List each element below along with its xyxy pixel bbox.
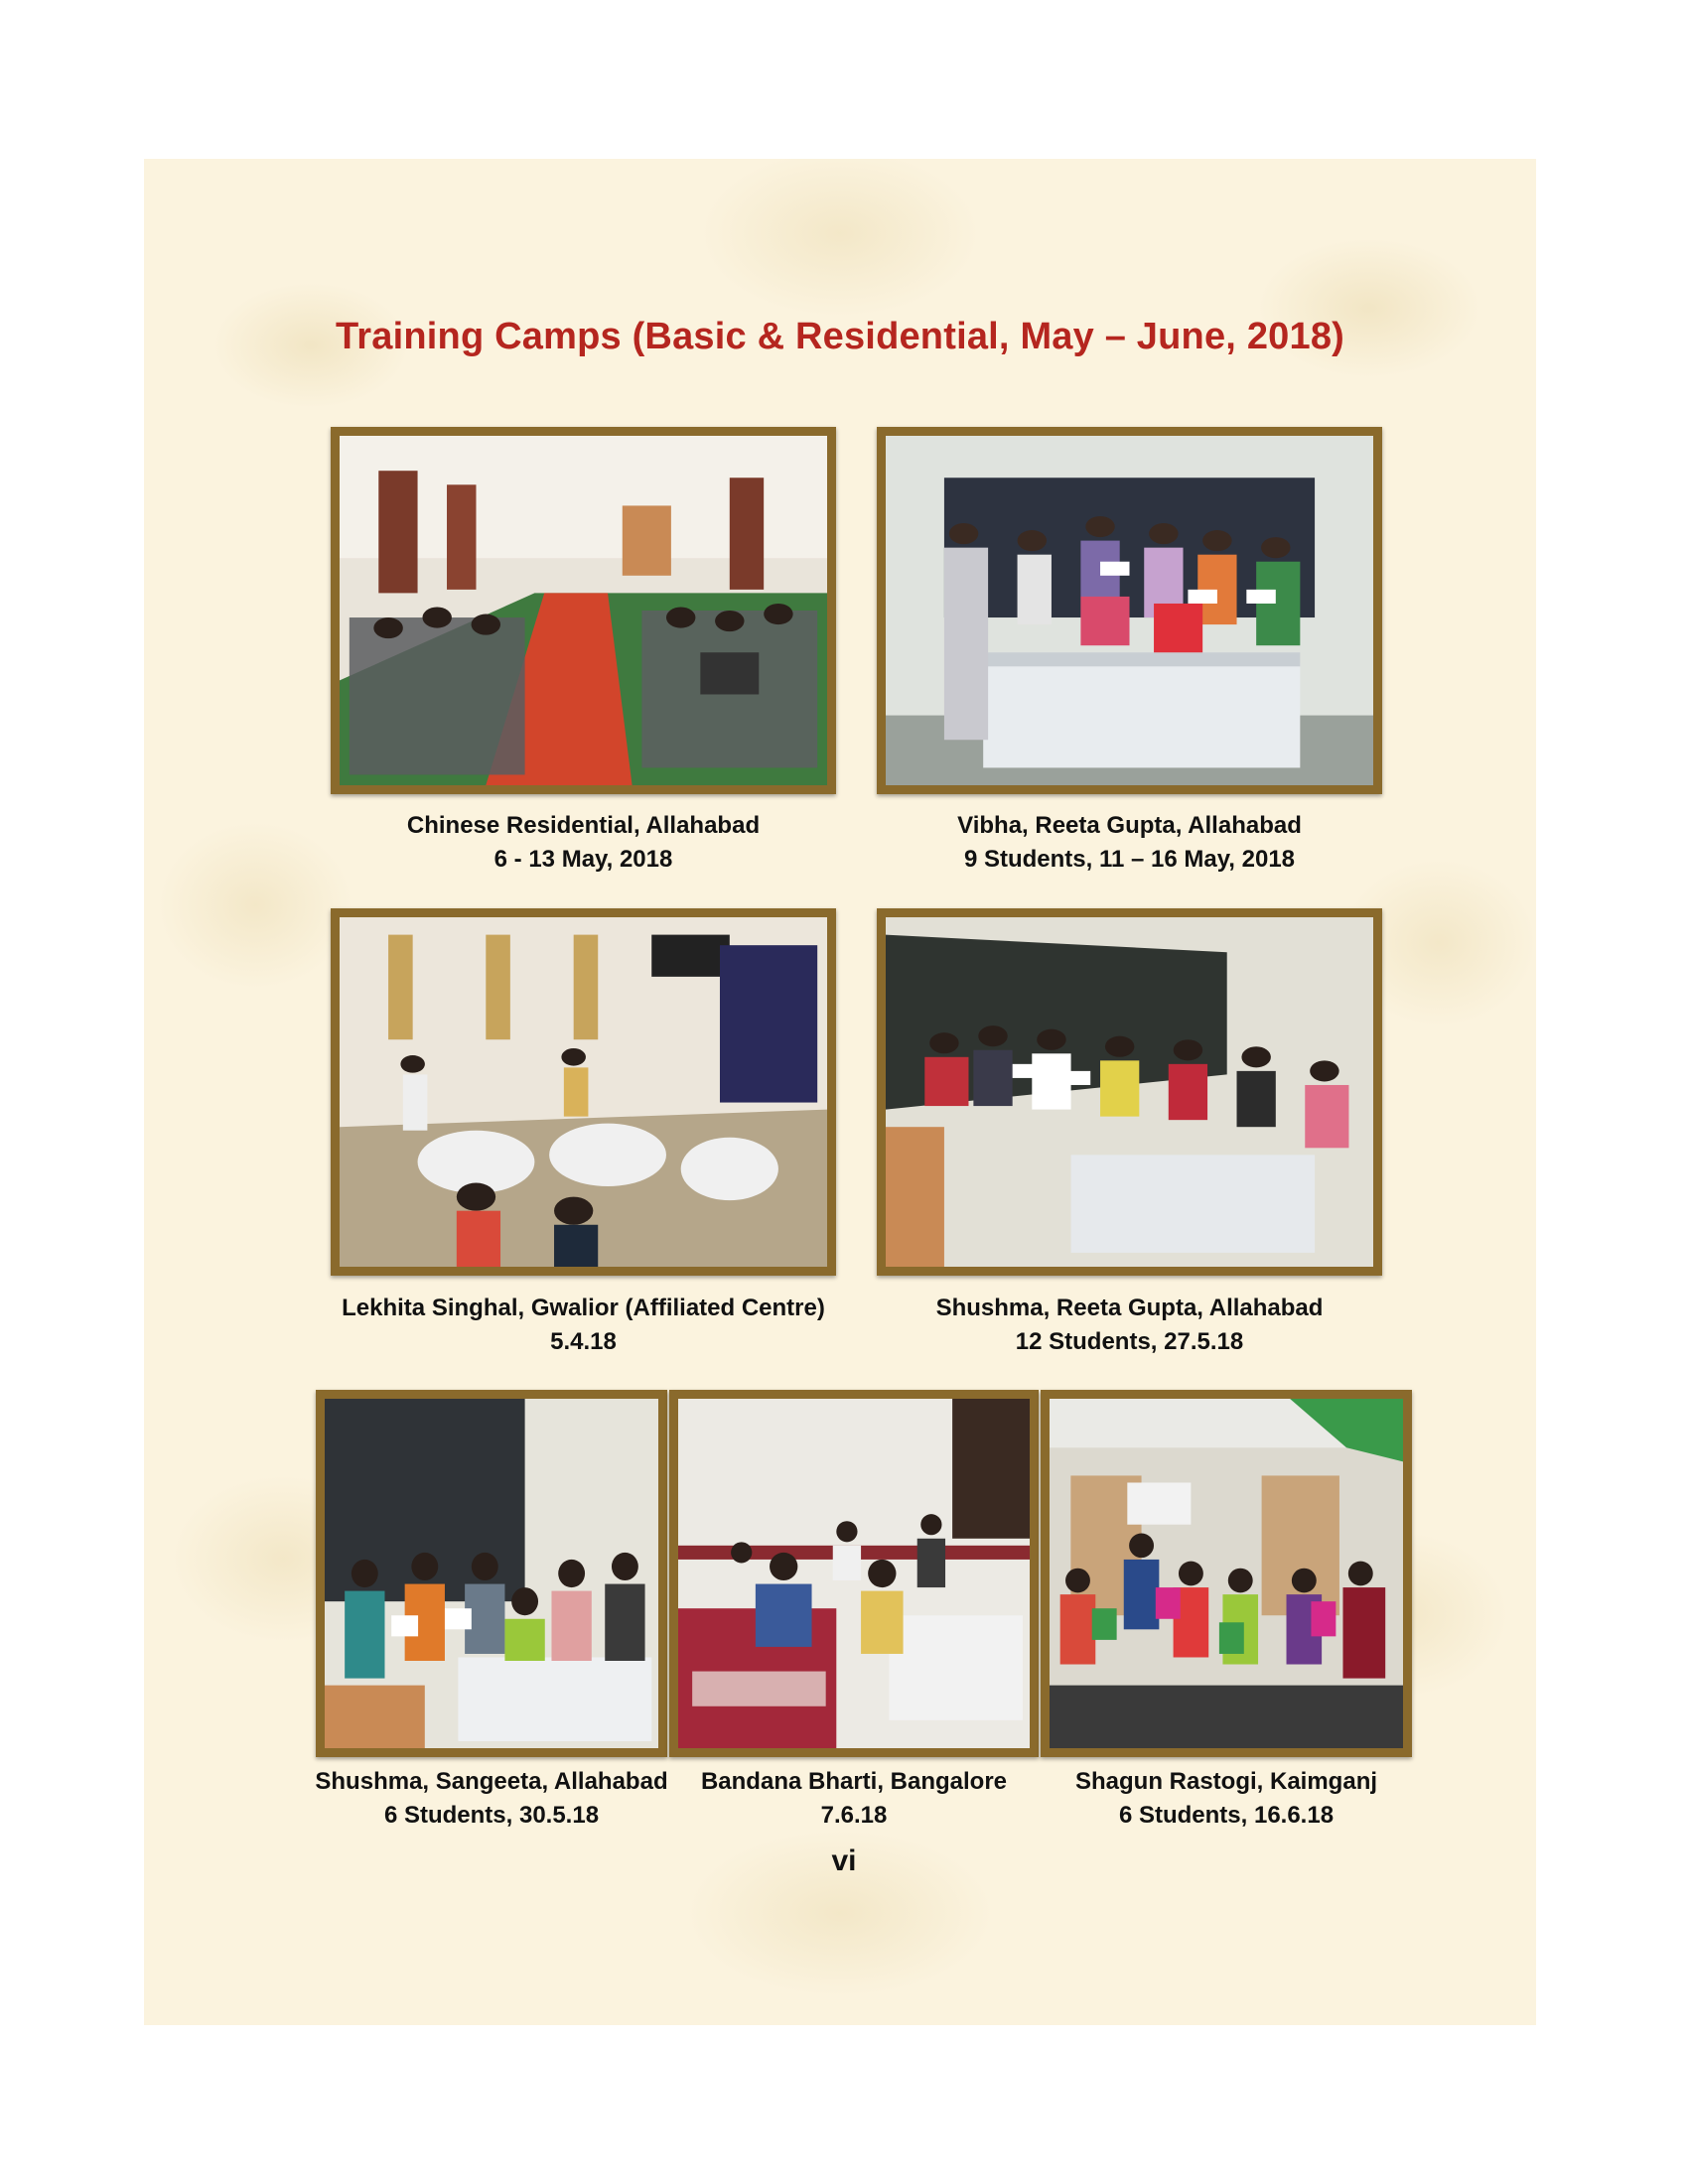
- caption-bandana-bangalore: [669, 1765, 1039, 1833]
- caption-shushma-reeta: [877, 1292, 1382, 1359]
- caption-vibha-reeta: [877, 809, 1382, 877]
- photo-shagun-kaimganj: [1041, 1390, 1412, 1757]
- photo-shushma-sangeeta: [316, 1390, 667, 1757]
- photo-vibha-reeta: [877, 427, 1382, 794]
- caption-line: Shushma, Reeta Gupta, Allahabad: [935, 1295, 1324, 1321]
- caption-line: Shagun Rastogi, Kaimganj: [1074, 1768, 1378, 1795]
- photo-group-books: [1050, 1399, 1403, 1748]
- caption-line: 9 Students, 11 – 16 May, 2018: [963, 846, 1296, 873]
- caption-line: 12 Students, 27.5.18: [1015, 1328, 1244, 1355]
- page-number: vi: [831, 1844, 857, 1877]
- caption-line: Bandana Bharti, Bangalore: [700, 1768, 1008, 1795]
- caption-line: 6 - 13 May, 2018: [493, 846, 673, 873]
- caption-chinese-residential: [331, 809, 836, 877]
- caption-line: Vibha, Reeta Gupta, Allahabad: [957, 812, 1302, 839]
- photo-group-desk: [325, 1399, 658, 1748]
- caption-line: Chinese Residential, Allahabad: [406, 812, 761, 839]
- caption-shagun-kaimganj: [1041, 1765, 1412, 1833]
- photo-group-certificates: [886, 436, 1373, 785]
- photo-lekhita-gwalior: [331, 908, 836, 1276]
- photo-shushma-reeta: [877, 908, 1382, 1276]
- photo-group-blackboard: [886, 917, 1373, 1267]
- caption-line: 5.4.18: [550, 1328, 617, 1355]
- caption-line: Lekhita Singhal, Gwalior (Affiliated Centre): [342, 1295, 825, 1321]
- caption-line: 7.6.18: [820, 1802, 888, 1829]
- caption-lekhita-gwalior: [311, 1292, 856, 1359]
- photo-classroom-audience: [340, 436, 827, 785]
- caption-line: 6 Students, 30.5.18: [383, 1802, 600, 1829]
- page-title: Training Camps (Basic & Residential, May – June, 2018): [335, 316, 1345, 357]
- caption-line: 6 Students, 16.6.18: [1118, 1802, 1335, 1829]
- photo-home-session: [678, 1399, 1030, 1748]
- photo-bandana-bangalore: [669, 1390, 1039, 1757]
- photo-hall-session: [340, 917, 827, 1267]
- caption-shushma-sangeeta: [296, 1765, 687, 1833]
- photo-chinese-residential: [331, 427, 836, 794]
- caption-line: Shushma, Sangeeta, Allahabad: [315, 1768, 668, 1795]
